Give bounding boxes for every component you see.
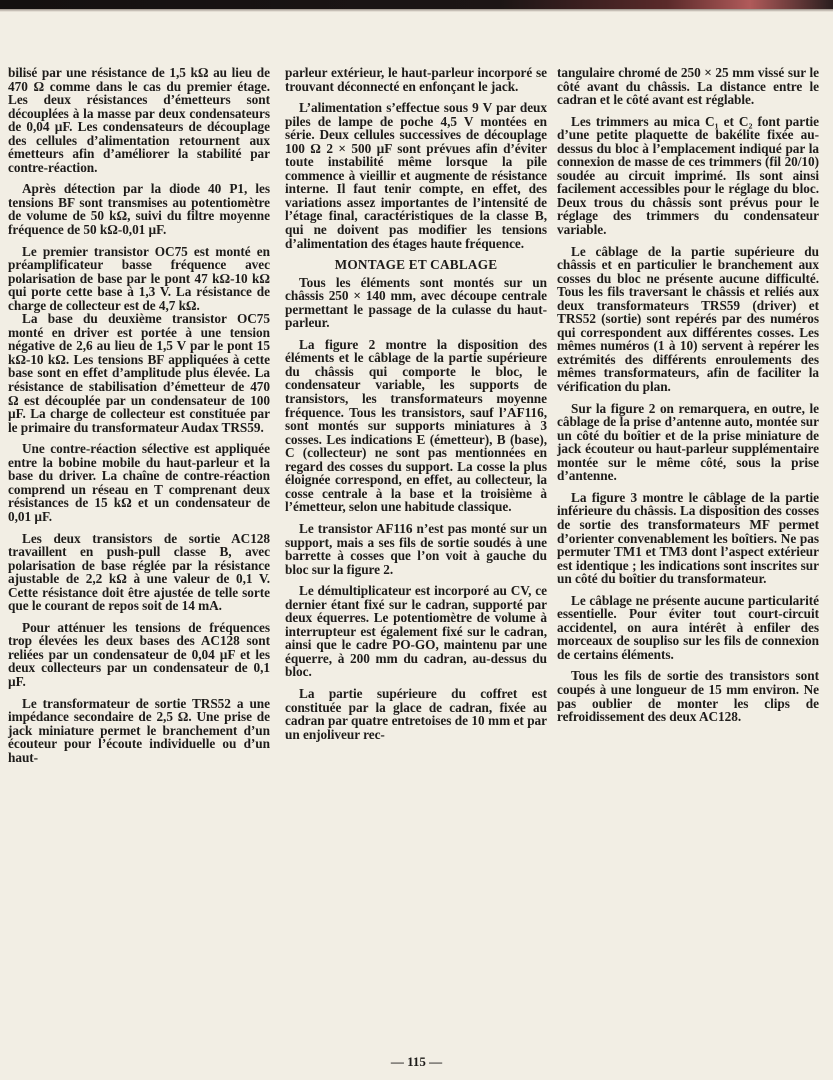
paragraph: tangulaire chromé de 250 × 25 mm vissé sur le côté avant du châssis. La distance entre le cadran et le côté avant est réglable.	[557, 65, 819, 108]
paragraph: Tous les fils de sortie des transistors sont coupés à une longueur de 15 mm environ. Ne pas oublier de monter les clips de refroidissement des deux AC128.	[557, 668, 819, 725]
paragraph: Le transistor AF116 n’est pas monté sur un support, mais a ses fils de sortie soudés à une barrette à cosses que l’on voit à gauche du bloc sur la figure 2.	[285, 520, 547, 577]
paragraph: Le câblage ne présente aucune particularité essentielle. Pour éviter tout court-circuit accidentel, on aura intérêt à enfiler des morceaux de soupliso sur les fils de connexion de certains éléments.	[557, 592, 819, 662]
text-column-right	[557, 66, 819, 732]
paragraph: Les trimmers au mica C₁ et C₂ font partie d’une petite plaquette de bakélite fixée au-dessus du bloc à l’emplacement indiqué par la connexion de masse de ces trimmers (fil 20/10) soudée au circuit imprimé. Ils sont ainsi facilement accessibles pour le réglage du bloc. Deux trous du châssis sont prévus pour le réglage des trimmers du condensateur variable.	[557, 113, 819, 238]
paragraph: Pour atténuer les tensions de fréquences trop élevées les deux bases des AC128 sont reliées par un condensateur de 0,04 µF et les deux collecteurs par un condensateur de 0,1 µF.	[8, 619, 270, 689]
page-edge-band	[0, 0, 833, 9]
paragraph: Le démultiplicateur est incorporé au CV, ce dernier étant fixé sur le cadran, supporté par deux équerres. Le potentiomètre de volume à interrupteur est également fixé sur le cadran, ainsi que le cadre PO-GO, maintenu par une équerre, à 200 mm du cadran, au-dessus du bloc.	[285, 583, 547, 680]
paragraph: Le premier transistor OC75 est monté en préamplificateur basse fréquence avec polarisation de base par le pont 47 kΩ-10 kΩ qui porte cette base à 1,3 V. La résistance de charge de collecteur est de 4,7 kΩ.	[8, 243, 270, 313]
paragraph: Une contre-réaction sélective est appliquée entre la bobine mobile du haut-parleur et la base du driver. La chaîne de contre-réaction comprend un réseau en T comprenant deux résistances de 15 kΩ et un condensateur de 0,01 µF.	[8, 441, 270, 524]
paragraph: La figure 3 montre le câblage de la partie inférieure du châssis. La disposition des cosses de sortie des transformateurs MF permet d’orienter convenablement les boîtiers. Ne pas permuter TM1 et TM3 dont l’aspect extérieur est identique ; les indications sont inscrites sur un côté du boîtier du transformateur.	[557, 489, 819, 587]
text-column-left	[8, 66, 270, 772]
paragraph: La partie supérieure du coffret est constituée par la glace de cadran, fixée au cadran par quatre entretoises de 10 mm et par un enjoliveur rec-	[285, 685, 547, 742]
paragraph: La base du deuxième transistor OC75 monté en driver est portée à une tension négative de 2,6 au lieu de 1,5 V par le pont 15 kΩ-10 kΩ. Les tensions BF appliquées à cette base sont en effet d’amplitude plus élevée. La résistance de stabilisation d’émetteur de 470 Ω est découplée par un condensateur de 100 µF. La charge de collecteur est constituée par le primaire du transformateur Audax TRS59.	[8, 311, 270, 435]
paragraph: L’alimentation s’effectue sous 9 V par deux piles de lampe de poche 4,5 V montées en série. Deux cellules successives de découplage 100 Ω 2 × 500 µF sont prévues afin d’éviter toute instabilité même lorsque la pile commence à vieillir et augmente de résistance interne. Il faut tenir compte, en effet, des variations assez importantes de l’intensité de l’étage final, caractéristiques de la classe B, qui ne doivent pas modifier les tensions d’alimentation des étages haute fréquence.	[285, 100, 547, 251]
paragraph: La figure 2 montre la disposition des éléments et le câblage de la partie supérieure du châssis qui comporte le bloc, le condensateur variable, les supports de transistors, les transformateurs moyenne fréquence. Tous les transistors, sauf l’AF116, sont montés sur supports miniatures à 3 cosses. Les indications E (émetteur), B (base), C (collecteur) ne sont pas mentionnées en regard des cosses du support. La cosse la plus éloignée correspond, en effet, au collecteur, la cosse centrale à la base et la troisième à l’émetteur, selon une habitude classique.	[285, 336, 547, 515]
paragraph: Tous les éléments sont montés sur un châssis 250 × 140 mm, avec découpe centrale permettant le passage de la culasse du haut-parleur.	[285, 274, 547, 331]
section-heading: MONTAGE ET CABLAGE	[334, 257, 498, 273]
paragraph: bilisé par une résistance de 1,5 kΩ au lieu de 470 Ω comme dans le cas du premier étage. Les deux résistances d’émetteurs sont découplées à la masse par deux condensateurs de 0,04 µF. Les condensateurs de découplage des cellules d’alimentation retournent aux émetteurs afin d’améliorer la stabilité par contre-réaction.	[8, 65, 270, 175]
paragraph: parleur extérieur, le haut-parleur incorporé se trouvant déconnecté en enfonçant le jack.	[285, 65, 547, 94]
text-column-middle	[285, 66, 547, 749]
paragraph: Après détection par la diode 40 P1, les tensions BF sont transmises au potentiomètre de volume de 50 kΩ, suivi du filtre moyenne fréquence de 50 kΩ-0,01 µF.	[8, 181, 270, 238]
page-number: — 115 —	[390, 1054, 443, 1069]
paragraph: Le transformateur de sortie TRS52 a une impédance secondaire de 2,5 Ω. Une prise de jack miniature permet le branchement d’un écouteur pour l’écoute individuelle ou d’un haut-	[8, 695, 270, 765]
paragraph: Sur la figure 2 on remarquera, en outre, le câblage de la prise d’antenne auto, montée sur un côté du boîtier et de la prise miniature de jack écouteur ou haut-parleur supplémentaire montée sur le même côté, sous la prise d’antenne.	[557, 400, 819, 484]
paragraph: Les deux transistors de sortie AC128 travaillent en push-pull classe B, avec polarisation de base réglée par la résistance ajustable de 2,2 kΩ à une valeur de 0,1 V. Cette résistance doit être ajustée de telle sorte que le courant de repos soit de 14 mA.	[8, 530, 270, 614]
page-edge-shadow	[0, 9, 833, 12]
paragraph: Le câblage de la partie supérieure du châssis et en particulier le branchement aux cosses du bloc ne présente aucune difficulté. Tous les fils traversant le châssis et reliés aux deux transformateurs TRS59 (driver) et TRS52 (sortie) sont repérés par des numéros qui correspondent aux différentes cosses. Les mêmes numéros (1 à 10) servent à repérer les extrémités des différents enroulements des mêmes transformateurs, afin de faciliter la vérification du plan.	[557, 243, 819, 395]
